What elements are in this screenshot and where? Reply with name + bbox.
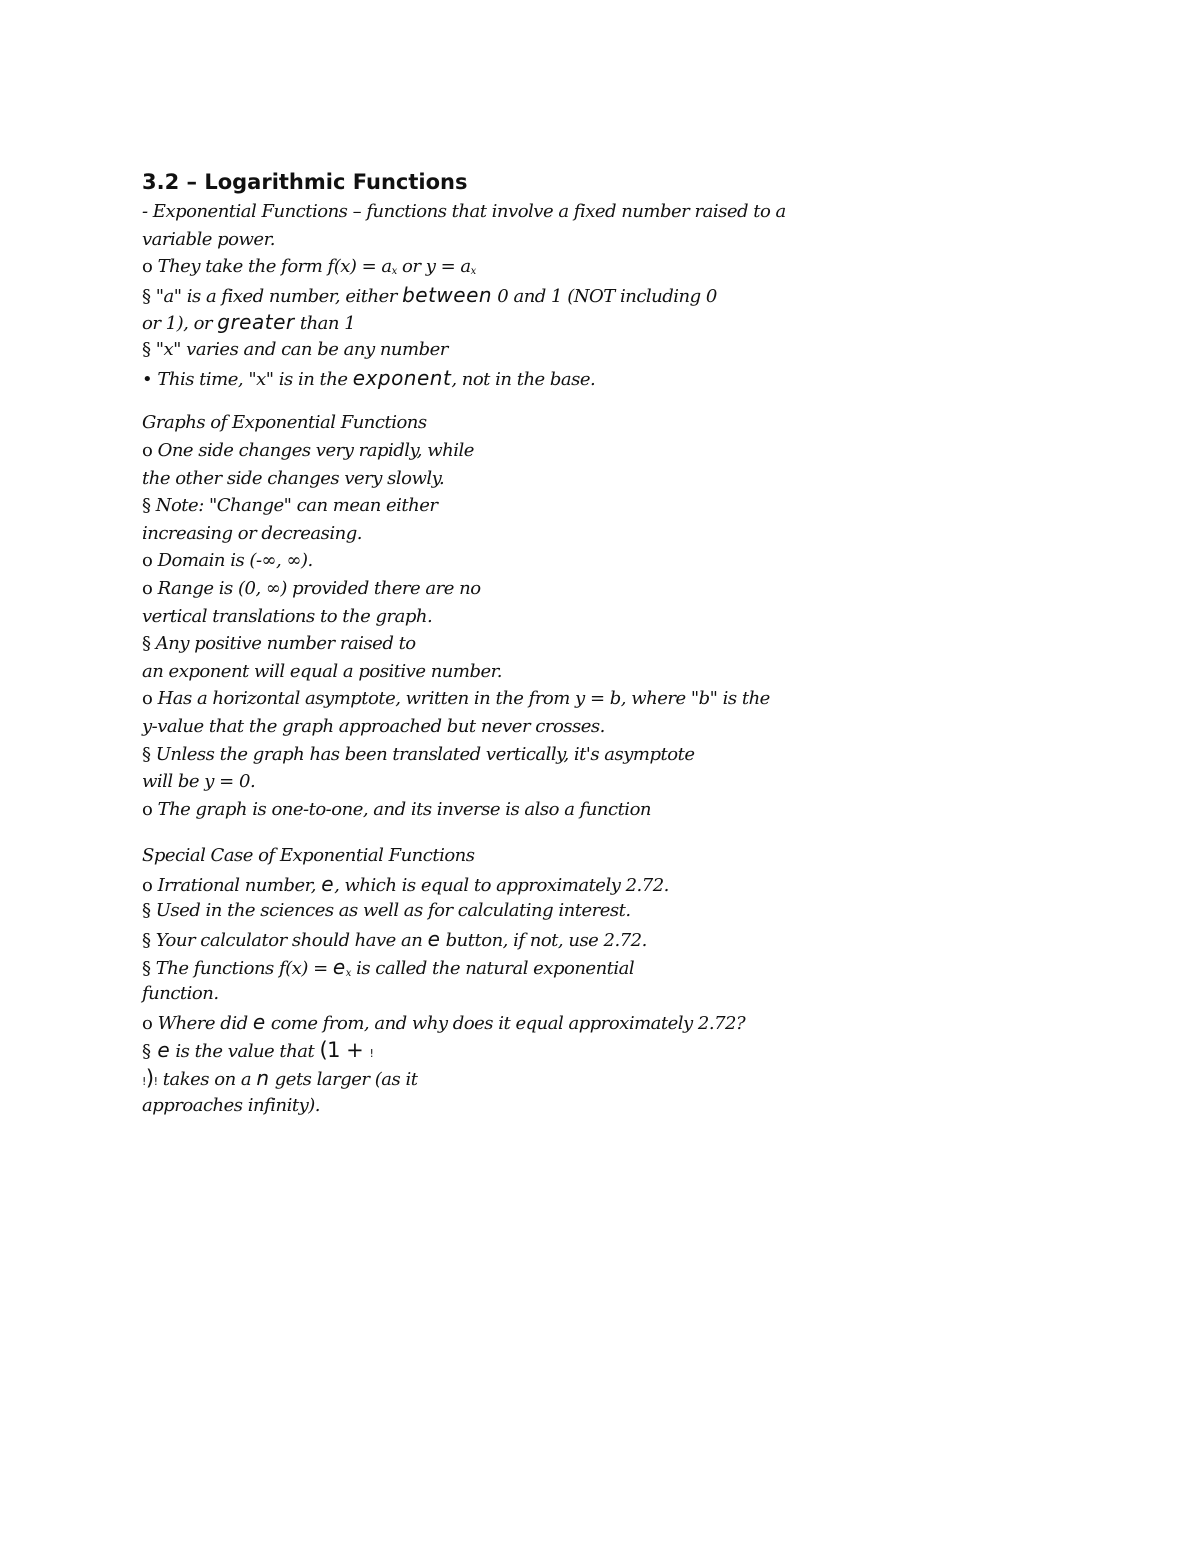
text-run: Your calculator should have an bbox=[150, 930, 428, 951]
text-run: The functions f(x) = bbox=[150, 958, 333, 979]
text-run: "a" is a fixed number, either bbox=[150, 286, 403, 307]
text-line: increasing or decreasing. bbox=[142, 523, 362, 544]
text-run: "x" varies and can be any number bbox=[150, 339, 448, 360]
text-line: an exponent will equal a positive number. bbox=[142, 661, 502, 682]
text-run: The graph is one-to-one, and its inverse is also a function bbox=[152, 799, 651, 820]
section-bullet: § bbox=[142, 286, 151, 307]
text-line bbox=[142, 281, 717, 311]
section-bullet: § bbox=[142, 495, 151, 516]
text-run: is called the natural exponential bbox=[350, 958, 635, 979]
text-line bbox=[142, 925, 647, 955]
text-run: , which is equal to approximately 2.72. bbox=[334, 875, 669, 896]
section-bullet: § bbox=[142, 900, 151, 921]
math-expression: (1 + bbox=[319, 1038, 370, 1062]
text-run: One side changes very rapidly, while bbox=[152, 440, 474, 461]
text-run: , not in the base. bbox=[451, 369, 596, 390]
section-bullet: § bbox=[142, 930, 151, 951]
text-line bbox=[142, 437, 474, 465]
circle-bullet: o bbox=[142, 578, 153, 599]
math-expression: ) bbox=[145, 1066, 154, 1090]
circle-bullet: o bbox=[142, 1013, 153, 1034]
text-run: 0 and 1 (NOT including 0 bbox=[492, 286, 717, 307]
emphasis-word: exponent bbox=[352, 366, 452, 390]
section-heading: Graphs of Exponential Functions bbox=[142, 412, 427, 433]
text-line: approaches infinity). bbox=[142, 1095, 320, 1116]
text-line: the other side changes very slowly. bbox=[142, 468, 445, 489]
text-line bbox=[142, 897, 631, 925]
text-line: - Exponential Functions – functions that involve a fixed number raised to a bbox=[142, 201, 786, 222]
text-run: gets larger (as it bbox=[269, 1069, 418, 1090]
section-bullet: § bbox=[142, 633, 151, 654]
text-line bbox=[142, 685, 770, 713]
text-run: takes on a bbox=[157, 1069, 257, 1090]
text-run: Has a horizontal asymptote, written in the from y = b, where "b" is the bbox=[152, 688, 770, 709]
subscript: x bbox=[345, 968, 351, 979]
text-run: Where did bbox=[152, 1013, 253, 1034]
text-line bbox=[142, 492, 438, 520]
emphasis-word: e bbox=[150, 1038, 171, 1062]
emphasis-word: between bbox=[402, 283, 493, 307]
section-bullet: § bbox=[142, 958, 151, 979]
circle-bullet: o bbox=[142, 440, 153, 461]
document-title: 3.2 – Logarithmic Functions bbox=[142, 170, 468, 194]
text-run: Any positive number raised to bbox=[150, 633, 416, 654]
subscript: x bbox=[470, 266, 476, 277]
text-line: y-value that the graph approached but never crosses. bbox=[142, 716, 605, 737]
text-run: Domain is (-∞, ∞). bbox=[152, 550, 313, 571]
text-line bbox=[142, 1008, 745, 1038]
circle-bullet: o bbox=[142, 550, 153, 571]
text-run: or y = a bbox=[396, 256, 471, 277]
section-bullet: § bbox=[142, 1041, 151, 1062]
emphasis-word: e bbox=[252, 1010, 266, 1034]
math-glyph: ! bbox=[142, 1075, 146, 1088]
text-line bbox=[142, 796, 651, 824]
emphasis-word: greater bbox=[217, 310, 295, 334]
text-line: function. bbox=[142, 983, 219, 1004]
subscript: x bbox=[391, 266, 397, 277]
text-line bbox=[142, 364, 595, 394]
text-run: is the value that bbox=[170, 1041, 320, 1062]
text-line bbox=[142, 308, 355, 338]
text-run: button, if not, use 2.72. bbox=[440, 930, 647, 951]
section-heading: Special Case of Exponential Functions bbox=[142, 845, 475, 866]
circle-bullet: o bbox=[142, 875, 153, 896]
text-line bbox=[142, 741, 694, 769]
text-run: They take the form f(x) = a bbox=[152, 256, 392, 277]
emphasis-word: e bbox=[332, 955, 346, 979]
text-run: come from, and why does it equal approximately 2.72? bbox=[265, 1013, 746, 1034]
text-line: variable power. bbox=[142, 229, 275, 250]
circle-bullet: o bbox=[142, 688, 153, 709]
emphasis-word: n bbox=[256, 1066, 270, 1090]
text-run: than 1 bbox=[294, 313, 356, 334]
text-line bbox=[142, 547, 313, 575]
text-line bbox=[142, 575, 481, 603]
text-run: Note: "Change" can mean either bbox=[150, 495, 438, 516]
emphasis-word: e bbox=[427, 927, 441, 951]
circle-bullet: o bbox=[142, 256, 153, 277]
text-run: This time, "x" is in the bbox=[152, 369, 353, 390]
text-run: Used in the sciences as well as for calculating interest. bbox=[150, 900, 631, 921]
text-line bbox=[142, 630, 416, 658]
text-run: or 1), or bbox=[142, 313, 218, 334]
text-line bbox=[142, 870, 669, 900]
math-glyph: ! bbox=[153, 1075, 158, 1088]
text-run: Irrational number, bbox=[152, 875, 322, 896]
text-run: Range is (0, ∞) provided there are no bbox=[152, 578, 481, 599]
math-glyph: ! bbox=[369, 1047, 374, 1060]
section-bullet: § bbox=[142, 339, 151, 360]
section-bullet: § bbox=[142, 744, 151, 765]
text-run: Unless the graph has been translated vertically, it's asymptote bbox=[150, 744, 695, 765]
dot-bullet: • bbox=[142, 369, 153, 390]
text-line: will be y = 0. bbox=[142, 771, 256, 792]
text-line: vertical translations to the graph. bbox=[142, 606, 433, 627]
text-line bbox=[142, 336, 448, 364]
circle-bullet: o bbox=[142, 799, 153, 820]
emphasis-word: e bbox=[321, 872, 335, 896]
